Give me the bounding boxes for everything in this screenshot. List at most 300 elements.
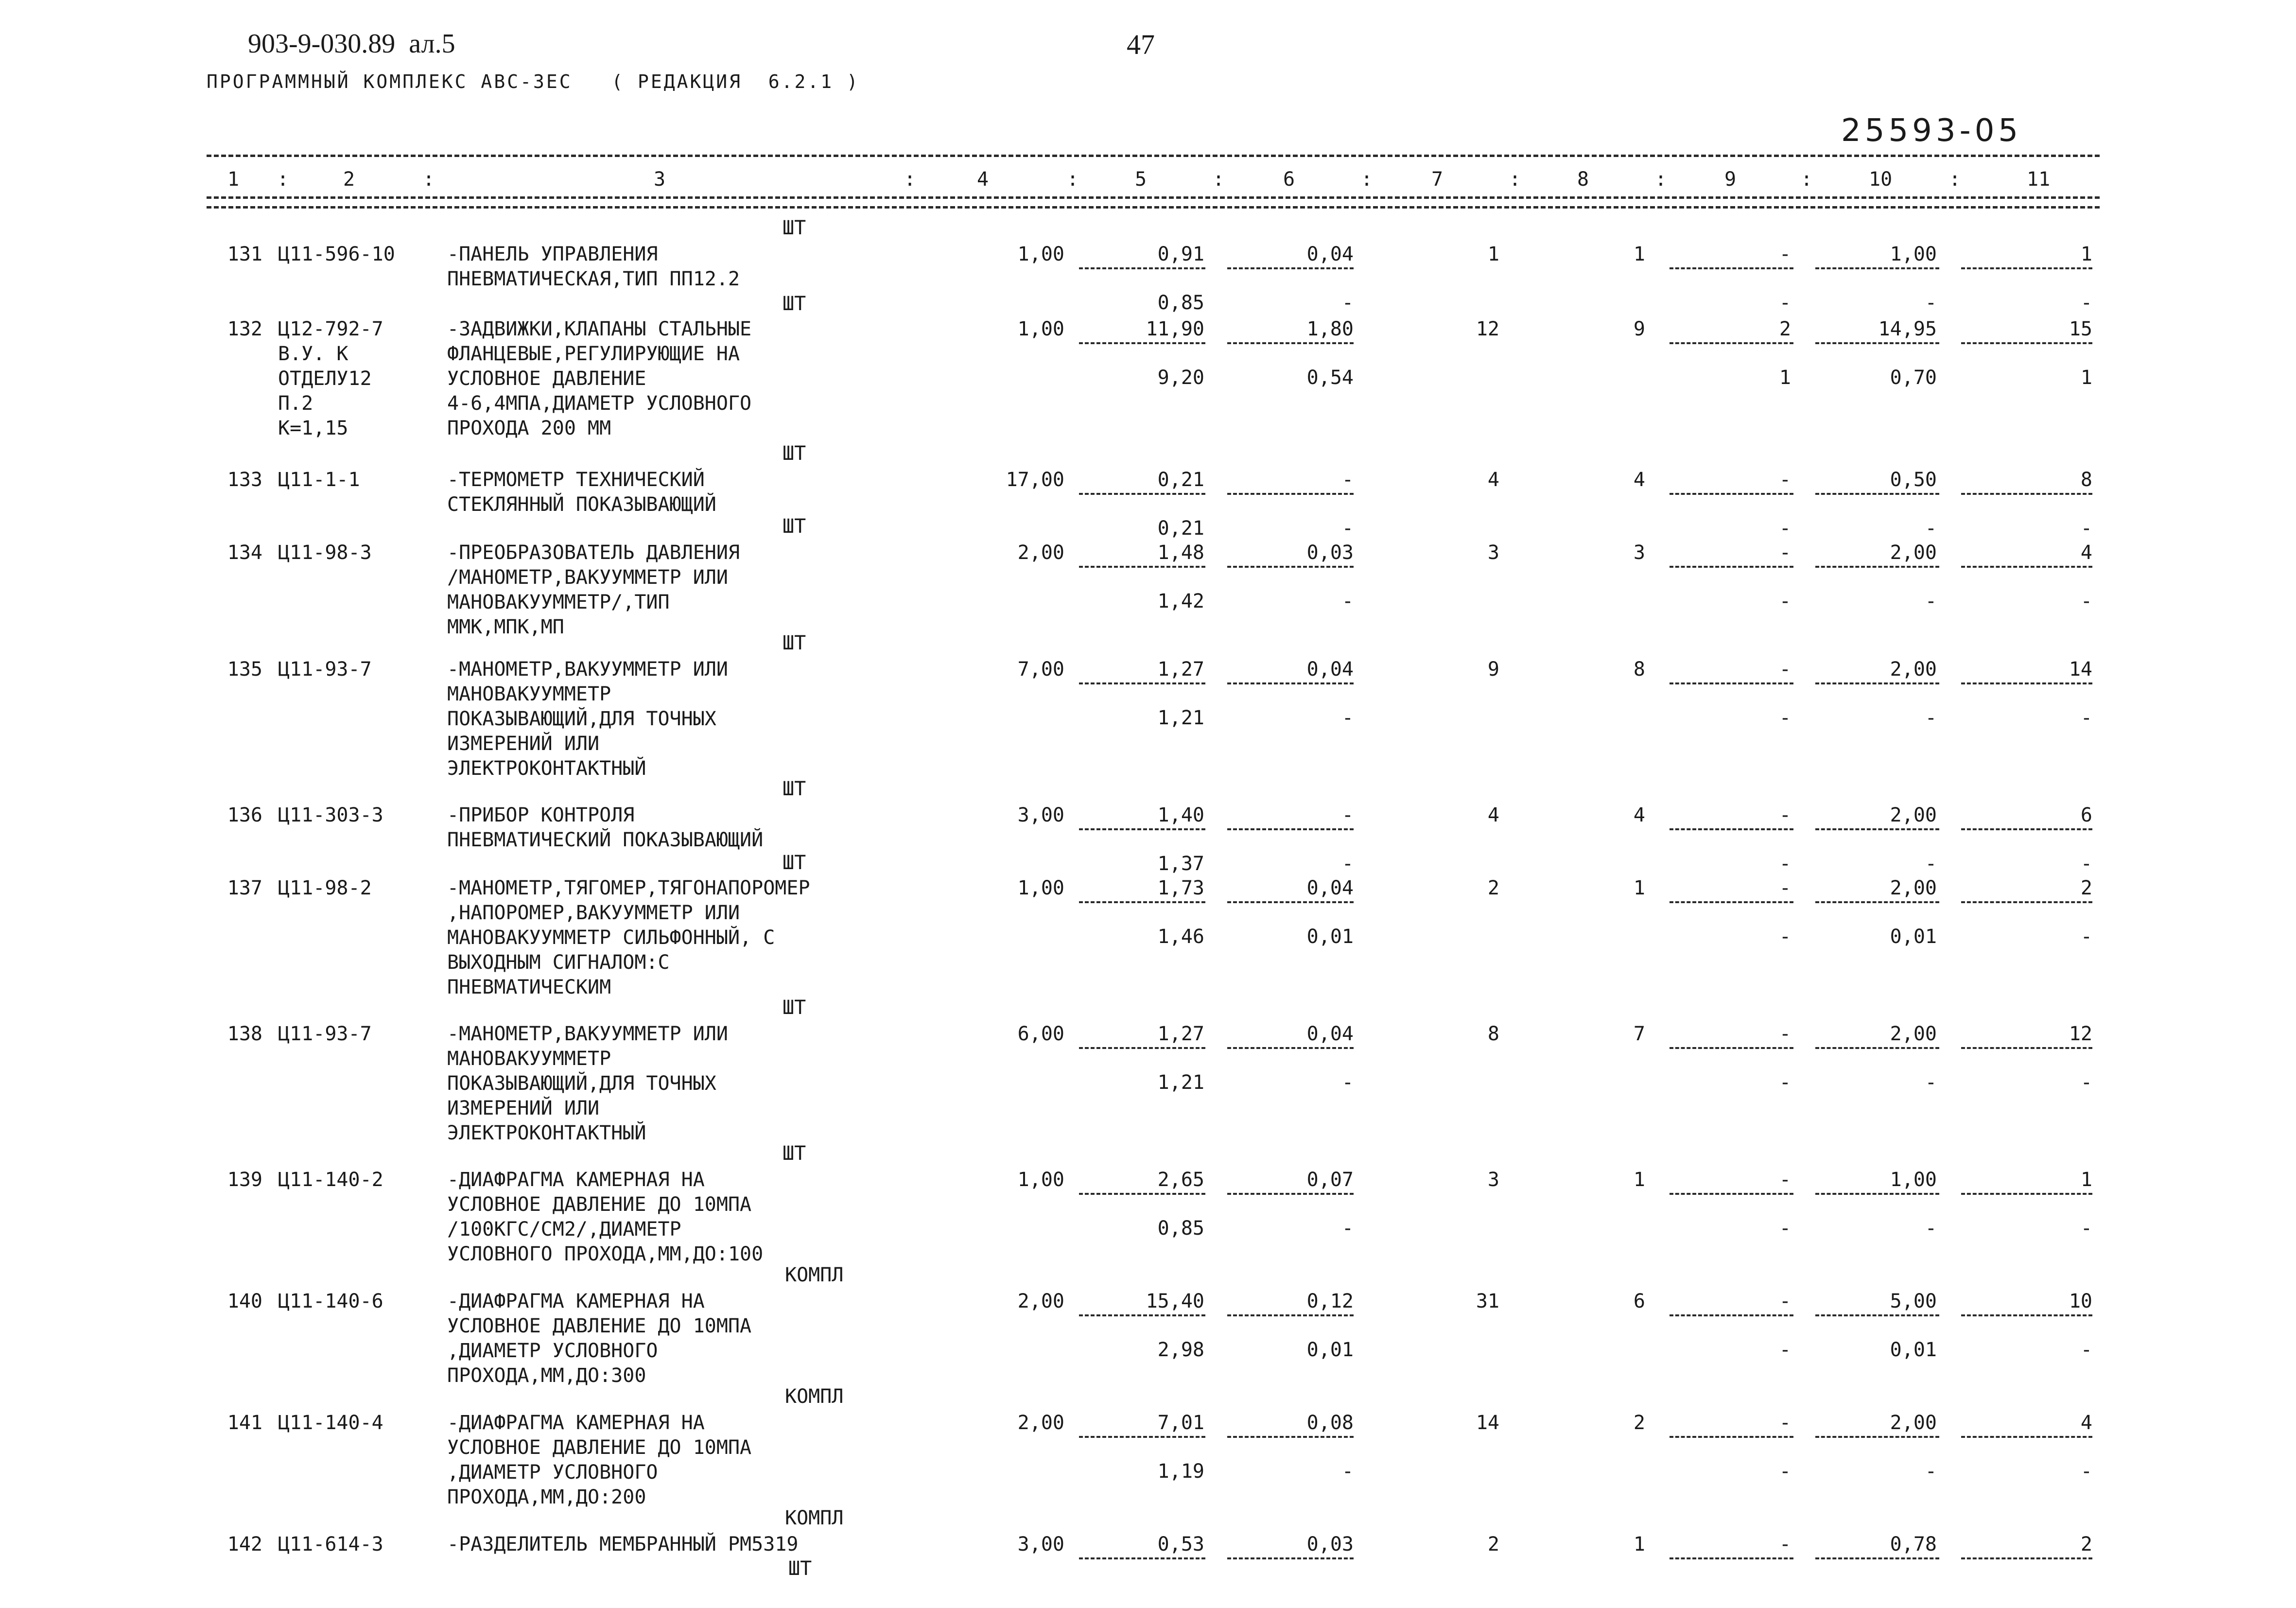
table-row	[0, 876, 2296, 998]
value-c6: 0,03	[1306, 1533, 1354, 1556]
value-c5: 1,27	[1157, 658, 1204, 681]
work-description: МАНОВАКУУММЕТР	[447, 1048, 611, 1070]
value-c6-sub: 0,01	[1306, 1339, 1354, 1361]
value-divider	[1079, 1557, 1205, 1559]
value-divider	[1227, 493, 1354, 495]
value-c6: 0,07	[1306, 1169, 1354, 1191]
column-header-1: 1	[227, 168, 240, 191]
work-description: -ЗАДВИЖКИ,КЛАПАНЫ СТАЛЬНЫЕ	[447, 318, 752, 340]
table-row	[0, 657, 2296, 780]
work-description: -МАНОМЕТР,ВАКУУММЕТР ИЛИ	[447, 658, 728, 681]
work-description: -МАНОМЕТР,ВАКУУММЕТР ИЛИ	[447, 1023, 728, 1045]
value-c11-sub: -	[2080, 1071, 2092, 1094]
value-c5: 11,90	[1146, 318, 1204, 340]
value-c5-sub: 1,46	[1157, 926, 1204, 948]
value-divider	[1815, 1193, 1939, 1195]
document-stamp: 25593-05	[1841, 113, 2022, 149]
value-c11-sub: -	[2080, 292, 2092, 314]
value-c9-sub: -	[1779, 1071, 1791, 1094]
work-description: ММК,МПК,МП	[447, 616, 564, 638]
value-divider	[1961, 682, 2092, 684]
value-c11: 2	[2080, 877, 2092, 899]
value-divider	[1227, 682, 1354, 684]
value-c10-sub: -	[1925, 1460, 1937, 1483]
value-c5-sub: 9,20	[1157, 367, 1204, 389]
column-header-3: 3	[654, 168, 666, 191]
value-divider	[1227, 1193, 1354, 1195]
value-divider	[1961, 1436, 2092, 1438]
table-row	[0, 1022, 2296, 1144]
column-header-2: 2	[343, 168, 355, 191]
unit-label: ШТ	[783, 217, 806, 239]
value-divider	[1079, 682, 1205, 684]
unit-label: ШТ	[788, 1557, 812, 1580]
row-number: 139	[227, 1169, 262, 1191]
value-c5-sub: 1,42	[1157, 590, 1204, 612]
value-c10-sub: 0,01	[1890, 926, 1937, 948]
column-separator: :	[1213, 168, 1225, 191]
norm-code: Ц11-98-3	[278, 542, 372, 564]
value-c6: 0,04	[1306, 877, 1354, 899]
value-divider	[1227, 901, 1354, 903]
work-description: ПНЕВМАТИЧЕСКАЯ,ТИП ПП12.2	[447, 268, 740, 290]
value-divider	[1079, 828, 1205, 830]
work-description: ПНЕВМАТИЧЕСКИЙ ПОКАЗЫВАЮЩИЙ	[447, 829, 764, 851]
quantity: 1,00	[1017, 243, 1064, 265]
value-c11: 15	[2069, 318, 2092, 340]
value-c9: -	[1779, 1290, 1791, 1312]
value-c5-sub: 1,21	[1157, 707, 1204, 729]
row-number: 140	[227, 1290, 262, 1312]
value-c5-sub: 1,21	[1157, 1071, 1204, 1094]
work-description: УСЛОВНОЕ ДАВЛЕНИЕ ДО 10МПА	[447, 1315, 752, 1337]
value-c5: 1,27	[1157, 1023, 1204, 1045]
quantity: 2,00	[1017, 542, 1064, 564]
column-header-11: 11	[2027, 168, 2051, 191]
value-divider	[1815, 682, 1939, 684]
value-c6-sub: -	[1341, 1460, 1354, 1483]
value-c9: -	[1779, 1169, 1791, 1191]
row-number: 131	[227, 243, 262, 265]
value-divider	[1079, 566, 1205, 568]
column-header-9: 9	[1724, 168, 1737, 191]
value-c10: 5,00	[1890, 1290, 1937, 1312]
value-c6-sub: -	[1341, 517, 1354, 540]
value-c5: 0,91	[1157, 243, 1204, 265]
value-c5: 1,73	[1157, 877, 1204, 899]
value-c11-sub: -	[2080, 517, 2092, 540]
quantity: 1,00	[1017, 1169, 1064, 1191]
column-header-5: 5	[1135, 168, 1147, 191]
work-description: -ДИАФРАГМА КАМЕРНАЯ НА	[447, 1169, 705, 1191]
value-c9: -	[1779, 1533, 1791, 1556]
value-c11-sub: -	[2080, 707, 2092, 729]
work-description: ЭЛЕКТРОКОНТАКТНЫЙ	[447, 1122, 646, 1144]
table-row	[0, 1289, 2296, 1387]
value-divider	[1815, 493, 1939, 495]
value-c11-sub: -	[2080, 926, 2092, 948]
value-c10-sub: -	[1925, 1217, 1937, 1240]
row-number: 138	[227, 1023, 262, 1045]
unit-label: КОМПЛ	[785, 1507, 844, 1529]
value-c5: 15,40	[1146, 1290, 1204, 1312]
value-divider	[1670, 828, 1793, 830]
page-number: 47	[1127, 29, 1155, 60]
value-c10-sub: 0,01	[1890, 1339, 1937, 1361]
header-rule-double	[207, 206, 2100, 209]
work-description: УСЛОВНОЕ ДАВЛЕНИЕ ДО 10МПА	[447, 1436, 752, 1459]
value-c6: 0,08	[1306, 1412, 1354, 1434]
value-c5-sub: 1,19	[1157, 1460, 1204, 1483]
value-c7: 31	[1476, 1290, 1499, 1312]
value-c9: -	[1779, 804, 1791, 826]
value-divider	[1079, 1193, 1205, 1195]
value-c6: -	[1341, 804, 1354, 826]
value-divider	[1670, 267, 1793, 269]
value-divider	[1815, 566, 1939, 568]
quantity: 7,00	[1017, 658, 1064, 681]
quantity: 2,00	[1017, 1290, 1064, 1312]
unit-label: ШТ	[783, 293, 806, 315]
value-c10: 0,50	[1890, 469, 1937, 491]
value-c5: 1,48	[1157, 542, 1204, 564]
value-c10-sub: -	[1925, 1071, 1937, 1094]
table-row	[0, 1532, 2296, 1556]
unit-label: КОМПЛ	[785, 1385, 844, 1408]
value-c9-sub: -	[1779, 517, 1791, 540]
norm-code: Ц11-93-7	[278, 658, 372, 681]
value-c7: 1	[1487, 243, 1499, 265]
norm-code: Ц11-303-3	[278, 804, 383, 826]
row-number: 134	[227, 542, 262, 564]
work-description: -ДИАФРАГМА КАМЕРНАЯ НА	[447, 1290, 705, 1312]
value-c8: 4	[1633, 804, 1645, 826]
value-divider	[1961, 566, 2092, 568]
work-description: ,ДИАМЕТР УСЛОВНОГО	[447, 1340, 658, 1362]
value-divider	[1961, 1314, 2092, 1316]
work-description: ПОКАЗЫВАЮЩИЙ,ДЛЯ ТОЧНЫХ	[447, 708, 716, 730]
row-number: 133	[227, 469, 262, 491]
work-description: ПРОХОДА,ММ,ДО:200	[447, 1486, 646, 1508]
value-divider	[1670, 342, 1793, 344]
work-description: ПРОХОДА 200 ММ	[447, 417, 611, 439]
value-divider	[1961, 267, 2092, 269]
value-divider	[1079, 493, 1205, 495]
value-c11-sub: 1	[2080, 367, 2092, 389]
value-c8: 9	[1633, 318, 1645, 340]
header-rule-bottom	[207, 196, 2100, 199]
column-separator: :	[1655, 168, 1667, 191]
table-row	[0, 317, 2296, 439]
table-row	[0, 541, 2296, 638]
value-c10: 2,00	[1890, 1412, 1937, 1434]
value-c10: 1,00	[1890, 1169, 1937, 1191]
column-header-4: 4	[977, 168, 989, 191]
value-c5: 0,53	[1157, 1533, 1204, 1556]
value-c6: -	[1341, 469, 1354, 491]
header-rule-top	[207, 155, 2100, 157]
work-description: -ПАНЕЛЬ УПРАВЛЕНИЯ	[447, 243, 658, 265]
norm-code: К=1,15	[278, 417, 348, 439]
value-c11-sub: -	[2080, 1339, 2092, 1361]
program-title: ПРОГРАММНЫЙ КОМПЛЕКС АВС-3ЕС ( РЕДАКЦИЯ 6.2.1 )	[207, 71, 860, 92]
value-divider	[1961, 493, 2092, 495]
value-c6-sub: 0,01	[1306, 926, 1354, 948]
value-divider	[1815, 342, 1939, 344]
value-divider	[1227, 1314, 1354, 1316]
value-divider	[1227, 1436, 1354, 1438]
work-description: ФЛАНЦЕВЫЕ,РЕГУЛИРУЮЩИЕ НА	[447, 343, 740, 365]
value-c8: 6	[1633, 1290, 1645, 1312]
value-c9-sub: -	[1779, 1339, 1791, 1361]
value-c11: 4	[2080, 542, 2092, 564]
work-description: УСЛОВНОЕ ДАВЛЕНИЕ ДО 10МПА	[447, 1193, 752, 1216]
column-header-8: 8	[1577, 168, 1589, 191]
value-c6-sub: -	[1341, 707, 1354, 729]
value-c9-sub: -	[1779, 292, 1791, 314]
norm-code: В.У. К	[278, 343, 348, 365]
value-c9: -	[1779, 1412, 1791, 1434]
unit-label: ШТ	[783, 515, 806, 538]
value-c9: -	[1779, 658, 1791, 681]
work-description: ПНЕВМАТИЧЕСКИМ	[447, 976, 611, 998]
value-c7: 4	[1487, 469, 1499, 491]
value-c6: 0,04	[1306, 243, 1354, 265]
value-c10: 2,00	[1890, 658, 1937, 681]
unit-label: ШТ	[783, 632, 806, 654]
quantity: 1,00	[1017, 318, 1064, 340]
column-header-10: 10	[1869, 168, 1893, 191]
value-divider	[1815, 1314, 1939, 1316]
work-description: МАНОВАКУУММЕТР	[447, 683, 611, 705]
quantity: 17,00	[1006, 469, 1064, 491]
norm-code: Ц11-98-2	[278, 877, 372, 899]
value-c9-sub: -	[1779, 926, 1791, 948]
value-divider	[1961, 1047, 2092, 1049]
value-c5: 2,65	[1157, 1169, 1204, 1191]
value-c7: 8	[1487, 1023, 1499, 1045]
value-c8: 1	[1633, 1533, 1645, 1556]
column-separator: :	[1361, 168, 1373, 191]
value-divider	[1961, 901, 2092, 903]
unit-label: ШТ	[783, 442, 806, 465]
row-number: 142	[227, 1533, 262, 1556]
value-c7: 14	[1476, 1412, 1499, 1434]
value-c9: -	[1779, 1023, 1791, 1045]
value-c7: 2	[1487, 877, 1499, 899]
work-description: МАНОВАКУУММЕТР СИЛЬФОННЫЙ, С	[447, 926, 775, 949]
value-c9: -	[1779, 877, 1791, 899]
work-description: /МАНОМЕТР,ВАКУУММЕТР ИЛИ	[447, 566, 728, 589]
row-number: 137	[227, 877, 262, 899]
value-c11: 4	[2080, 1412, 2092, 1434]
value-c6: 0,04	[1306, 1023, 1354, 1045]
value-divider	[1670, 1436, 1793, 1438]
value-c11-sub: -	[2080, 590, 2092, 612]
value-divider	[1961, 342, 2092, 344]
value-divider	[1227, 267, 1354, 269]
work-description: УСЛОВНОГО ПРОХОДА,ММ,ДО:100	[447, 1243, 764, 1265]
value-c6: 0,03	[1306, 542, 1354, 564]
value-divider	[1670, 1193, 1793, 1195]
value-c7: 3	[1487, 1169, 1499, 1191]
value-c6-sub: 0,54	[1306, 367, 1354, 389]
column-separator: :	[277, 168, 289, 191]
value-c7: 4	[1487, 804, 1499, 826]
quantity: 3,00	[1017, 804, 1064, 826]
row-number: 135	[227, 658, 262, 681]
value-c11: 1	[2080, 243, 2092, 265]
value-c11: 14	[2069, 658, 2092, 681]
work-description: ПОКАЗЫВАЮЩИЙ,ДЛЯ ТОЧНЫХ	[447, 1072, 716, 1095]
value-c6-sub: -	[1341, 853, 1354, 875]
work-description: ИЗМЕРЕНИЙ ИЛИ	[447, 733, 600, 755]
column-header-7: 7	[1431, 168, 1444, 191]
work-description: ВЫХОДНЫМ СИГНАЛОМ:С	[447, 951, 670, 974]
value-c9: 2	[1779, 318, 1791, 340]
value-c8: 7	[1633, 1023, 1645, 1045]
work-description: -ДИАФРАГМА КАМЕРНАЯ НА	[447, 1412, 705, 1434]
value-c11-sub: -	[2080, 1460, 2092, 1483]
value-divider	[1815, 267, 1939, 269]
value-c7: 3	[1487, 542, 1499, 564]
column-separator: :	[1801, 168, 1813, 191]
value-c11-sub: -	[2080, 853, 2092, 875]
work-description: 4-6,4МПА,ДИАМЕТР УСЛОВНОГО	[447, 392, 752, 415]
value-c9: -	[1779, 243, 1791, 265]
work-description: ЭЛЕКТРОКОНТАКТНЫЙ	[447, 757, 646, 780]
norm-code: Ц11-596-10	[278, 243, 395, 265]
value-c10: 14,95	[1878, 318, 1937, 340]
row-number: 132	[227, 318, 262, 340]
value-c8: 1	[1633, 243, 1645, 265]
value-c11: 8	[2080, 469, 2092, 491]
value-divider	[1815, 1436, 1939, 1438]
value-c5-sub: 2,98	[1157, 1339, 1204, 1361]
value-c10: 0,78	[1890, 1533, 1937, 1556]
value-c9-sub: -	[1779, 590, 1791, 612]
quantity: 6,00	[1017, 1023, 1064, 1045]
value-c9-sub: -	[1779, 853, 1791, 875]
value-c11: 12	[2069, 1023, 2092, 1045]
table-row	[0, 1411, 2296, 1508]
value-c6-sub: -	[1341, 292, 1354, 314]
work-description: -МАНОМЕТР,ТЯГОМЕР,ТЯГОНАПОРОМЕР	[447, 877, 810, 899]
norm-code: П.2	[278, 392, 313, 415]
value-c8: 1	[1633, 1169, 1645, 1191]
value-c5: 7,01	[1157, 1412, 1204, 1434]
row-number: 136	[227, 804, 262, 826]
table-row	[0, 1168, 2296, 1265]
value-c10-sub: -	[1925, 707, 1937, 729]
value-c9: -	[1779, 542, 1791, 564]
value-c7: 12	[1476, 318, 1499, 340]
column-separator: :	[1949, 168, 1961, 191]
value-divider	[1227, 828, 1354, 830]
value-divider	[1670, 493, 1793, 495]
value-c8: 8	[1633, 658, 1645, 681]
quantity: 1,00	[1017, 877, 1064, 899]
value-c10: 2,00	[1890, 542, 1937, 564]
value-c9-sub: 1	[1779, 367, 1791, 389]
value-divider	[1227, 566, 1354, 568]
work-description: /100КГС/СМ2/,ДИАМЕТР	[447, 1218, 681, 1241]
quantity: 3,00	[1017, 1533, 1064, 1556]
value-c9-sub: -	[1779, 707, 1791, 729]
value-divider	[1079, 342, 1205, 344]
document-code: 903-9-030.89 ал.5	[248, 29, 455, 59]
value-divider	[1079, 1047, 1205, 1049]
value-c6-sub: -	[1341, 590, 1354, 612]
value-c8: 1	[1633, 877, 1645, 899]
value-c5-sub: 0,85	[1157, 1217, 1204, 1240]
value-c5: 0,21	[1157, 469, 1204, 491]
value-c7: 9	[1487, 658, 1499, 681]
value-c9-sub: -	[1779, 1217, 1791, 1240]
value-c10-sub: -	[1925, 853, 1937, 875]
unit-label: ШТ	[783, 852, 806, 874]
work-description: УСЛОВНОЕ ДАВЛЕНИЕ	[447, 367, 646, 390]
value-c11-sub: -	[2080, 1217, 2092, 1240]
value-divider	[1815, 901, 1939, 903]
value-c6: 0,12	[1306, 1290, 1354, 1312]
value-c11: 6	[2080, 804, 2092, 826]
value-divider	[1670, 1314, 1793, 1316]
unit-label: ШТ	[783, 778, 806, 800]
work-description: -ТЕРМОМЕТР ТЕХНИЧЕСКИЙ	[447, 469, 705, 491]
norm-code: Ц11-93-7	[278, 1023, 372, 1045]
value-c5-sub: 0,21	[1157, 517, 1204, 540]
value-c11: 10	[2069, 1290, 2092, 1312]
value-c5: 1,40	[1157, 804, 1204, 826]
work-description: СТЕКЛЯННЫЙ ПОКАЗЫВАЮЩИЙ	[447, 493, 716, 516]
value-c8: 3	[1633, 542, 1645, 564]
value-divider	[1670, 901, 1793, 903]
value-c9: -	[1779, 469, 1791, 491]
value-c10: 1,00	[1890, 243, 1937, 265]
value-c10: 2,00	[1890, 804, 1937, 826]
value-divider	[1961, 828, 2092, 830]
value-c11: 2	[2080, 1533, 2092, 1556]
value-c8: 2	[1633, 1412, 1645, 1434]
value-divider	[1670, 682, 1793, 684]
quantity: 2,00	[1017, 1412, 1064, 1434]
column-separator: :	[904, 168, 916, 191]
value-divider	[1670, 566, 1793, 568]
value-c6: 1,80	[1306, 318, 1354, 340]
value-c5-sub: 0,85	[1157, 292, 1204, 314]
value-divider	[1815, 1047, 1939, 1049]
value-divider	[1079, 901, 1205, 903]
value-divider	[1670, 1047, 1793, 1049]
row-number: 141	[227, 1412, 262, 1434]
work-description: МАНОВАКУУММЕТР/,ТИП	[447, 591, 670, 613]
work-description: -ПРЕОБРАЗОВАТЕЛЬ ДАВЛЕНИЯ	[447, 542, 740, 564]
value-c10-sub: -	[1925, 517, 1937, 540]
value-c6: 0,04	[1306, 658, 1354, 681]
norm-code: Ц11-140-2	[278, 1169, 383, 1191]
norm-code: Ц11-140-4	[278, 1412, 383, 1434]
value-c8: 4	[1633, 469, 1645, 491]
value-divider	[1961, 1193, 2092, 1195]
value-c5-sub: 1,37	[1157, 853, 1204, 875]
column-header-6: 6	[1283, 168, 1295, 191]
work-description: ПРОХОДА,ММ,ДО:300	[447, 1364, 646, 1387]
column-separator: :	[1067, 168, 1079, 191]
work-description: -ПРИБОР КОНТРОЛЯ	[447, 804, 635, 826]
value-c6-sub: -	[1341, 1217, 1354, 1240]
value-divider	[1079, 1314, 1205, 1316]
